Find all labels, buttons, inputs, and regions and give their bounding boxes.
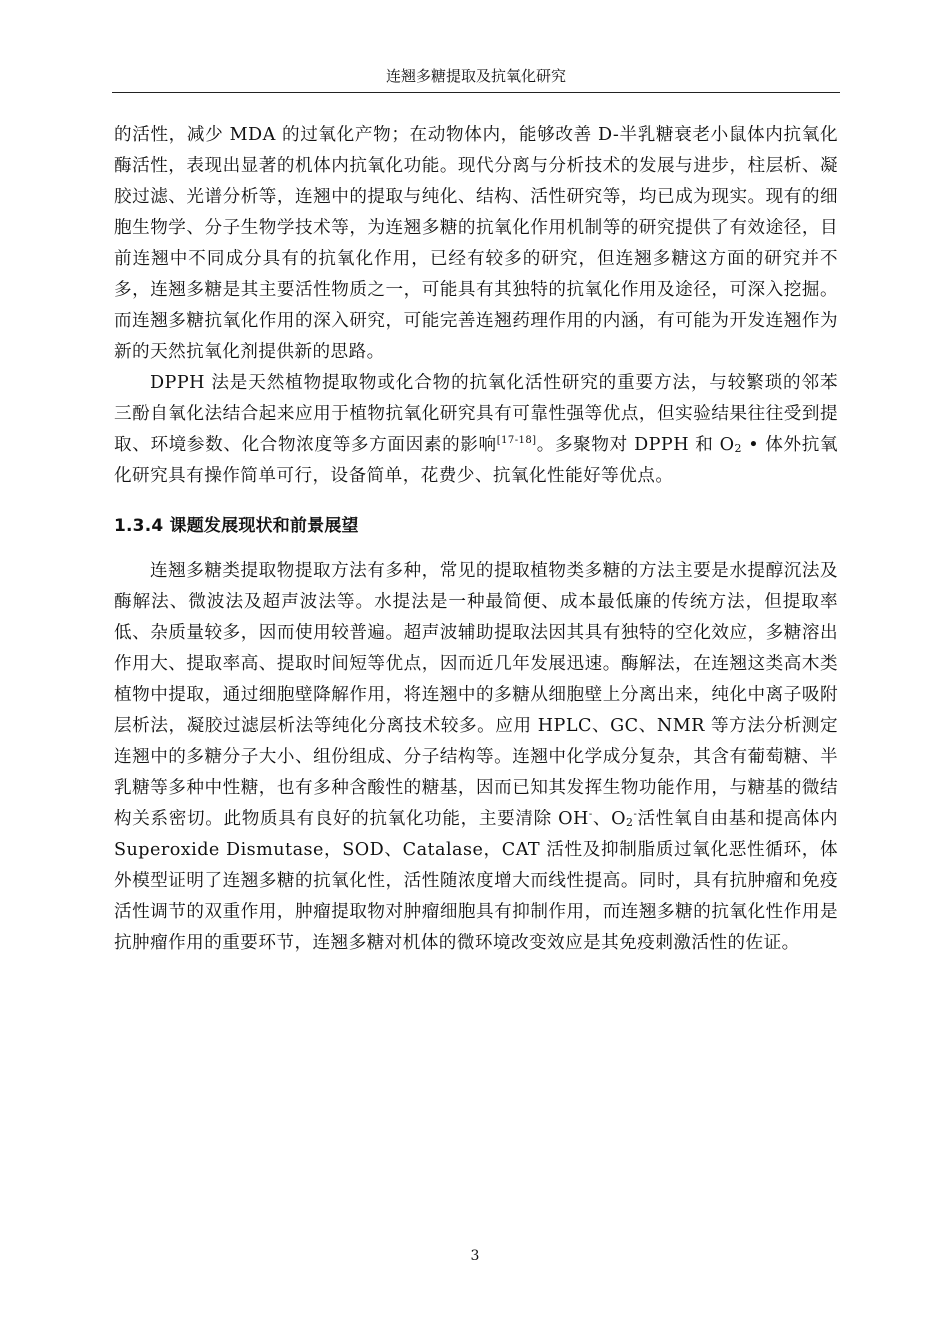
header-divider [112,92,840,93]
paragraph-2-text-c: • 体外抗氧化研究具有操作简单可行，设备简单，花费少、抗氧化性能好等优点。 [114,435,838,486]
paragraph-1: 的活性，减少 MDA 的过氧化产物；在动物体内，能够改善 D-半乳糖衰老小鼠体内抗氧化酶活性，表现出显著的机体内抗氧化功能。现代分离与分析技术的发展与进步，柱层析、凝胶过滤、光谱分析等，连翘中的提取与纯化、结构、活性研究等，均已成为现实。现有的细胞生物学、分子生物学技术等，为连翘多糖的抗氧化作用机制等的研究提供了有效途径，目前连翘中不同成分具有的抗氧化作用，已经有较多的研究，但连翘多糖这方面的研究并不多，连翘多糖是其主要活性物质之一，可能具有其独特的抗氧化作用及途径，可深入挖掘。而连翘多糖抗氧化作用的深入研究，可能完善连翘药理作用的内涵，有可能为开发连翘作为新的天然抗氧化剂提供新的思路。 [114,125,838,362]
section-heading-1-3-4: 1.3.4 课题发展现状和前景展望 [114,516,359,536]
oh-superscript: - [588,809,593,820]
o2-superscript: - [633,809,638,820]
o2-subscript: 2 [734,442,742,456]
paragraph-2 [114,368,838,492]
o2-subscript-2: 2 [626,816,634,830]
citation-17-18: [17-18] [496,435,537,446]
paragraph-3-text-c: 活性氧自由基和提高体内 Superoxide Dismutase，SOD、Catalase，CAT 活性及抑制脂质过氧化恶性循环，体外模型证明了连翘多糖的抗氧化性，活性随浓度增大而线性提高。同时，具有抗肿瘤和免疫活性调节的双重作用，肿瘤提取物对肿瘤细胞具有抑制作用，而连翘多糖的抗氧化性作用是抗肿瘤作用的重要环节，连翘多糖对机体的微环境改变效应是其免疫刺激活性的佐证。 [114,809,839,953]
document-body [114,120,838,959]
running-header: 连翘多糖提取及抗氧化研究 [385,67,566,85]
paragraph-3 [114,556,838,959]
paragraph-2-text-a: DPPH 法是天然植物提取物或化合物的抗氧化活性研究的重要方法，与较繁琐的邻苯三酚自氧化法结合起来应用于植物抗氧化研究具有可靠性强等优点，但实验结果往往受到提取、环境参数、化合物浓度等多方面因素的影响 [114,373,838,455]
paragraph-3-text-a: 连翘多糖类提取物提取方法有多种，常见的提取植物类多糖的方法主要是水提醇沉法及酶解法、微波法及超声波法等。水提法是一种最简便、成本最低廉的传统方法，但提取率低、杂质量较多，因而使用较普遍。超声波辅助提取法因其具有独特的空化效应，多糖溶出作用大、提取率高、提取时间短等优点，因而近几年发展迅速。酶解法，在连翘这类高木类植物中提取，通过细胞壁降解作用，将连翘中的多糖从细胞壁上分离出来，纯化中离子吸附层析法，凝胶过滤层析法等纯化分离技术较多。应用 HPLC、GC、NMR 等方法分析测定连翘中的多糖分子大小、组份组成、分子结构等。连翘中化学成分复杂，其含有葡萄糖、半乳糖等多种中性糖，也有多种含酸性的糖基，因而已知其发挥生物功能作用，与糖基的微结构关系密切。此物质具有良好的抗氧化功能，主要清除 OH [114,561,838,829]
paragraph-2-text-b: 。多聚物对 DPPH 和 O [536,435,735,455]
paragraph-3-text-b: 、O [592,809,626,829]
page-number: 3 [470,1248,480,1264]
